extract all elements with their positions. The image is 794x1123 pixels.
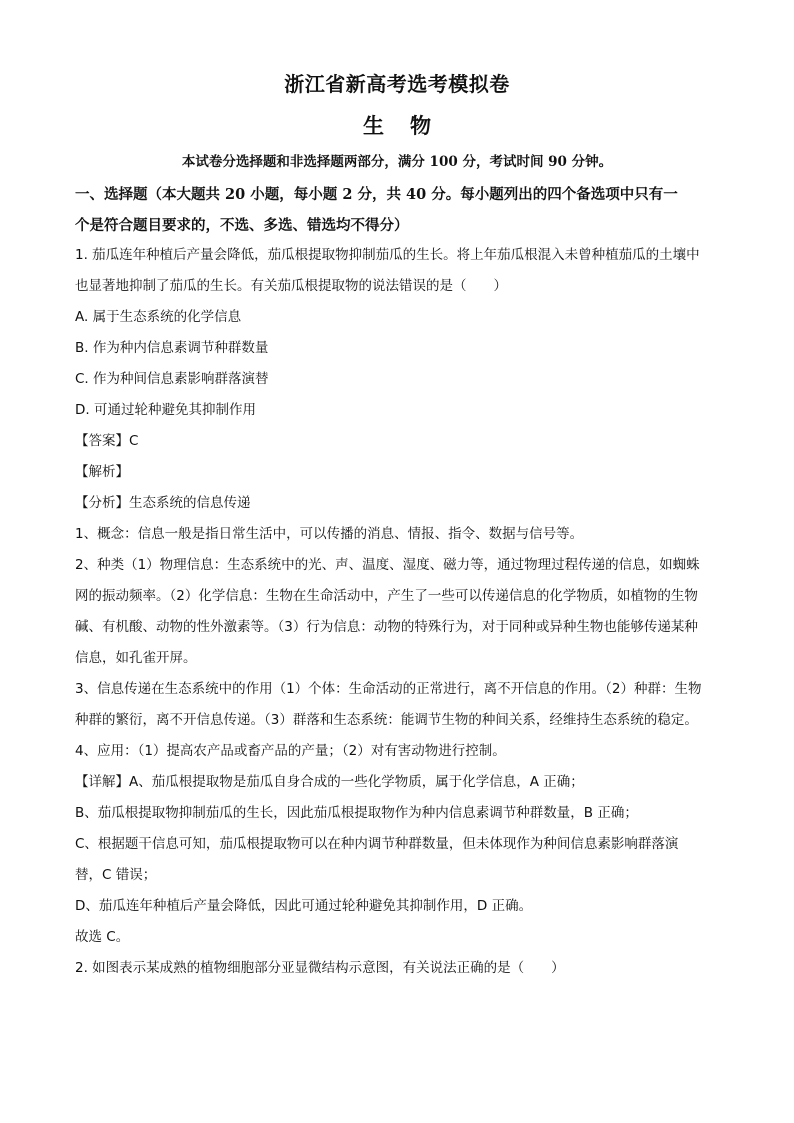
subject-title: 生物 (363, 113, 457, 138)
q1-conclusion: 故选 C。 (75, 929, 130, 945)
q2-stem: 2. 如图表示某成熟的植物细胞部分亚显微结构示意图，有关说法正确的是（ ） (75, 960, 565, 976)
q1-analysis-line: 信息，如孔雀开屏。 (75, 650, 197, 666)
q1-option-c: C. 作为种间信息素影响群落演替 (75, 371, 269, 387)
q1-stem-line-1: 1. 茄瓜连年种植后产量会降低，茄瓜根提取物抑制茄瓜的生长。将上年茄瓜根混入未曾种植茄瓜的土壤中 (75, 247, 700, 263)
section-heading-line-2: 个是符合题目要求的，不选、多选、错选均不得分） (75, 217, 409, 234)
q1-answer: 【答案】C (75, 433, 139, 449)
question-body (75, 240, 725, 984)
q1-detail-line: 替，C 错误； (75, 867, 157, 883)
section-heading (75, 179, 725, 241)
q1-analysis-heading: 【解析】 (75, 464, 129, 480)
q1-analysis-line: 1、概念：信息一般是指日常生活中，可以传播的消息、情报、指令、数据与信号等。 (75, 526, 584, 542)
q1-analysis-line: 种群的繁衍，离不开信息传递。（3）群落和生态系统：能调节生物的种间关系，经维持生态系统的稳定。 (75, 712, 698, 728)
q1-analysis-line: 网的振动频率。（2）化学信息：生物在生命活动中，产生了一些可以传递信息的化学物质，如植物的生物 (75, 588, 698, 604)
q1-analysis-line: 4、应用：（1）提高农产品或畜产品的产量；（2）对有害动物进行控制。 (75, 743, 506, 759)
q1-detail-line: D、茄瓜连年种植后产量会降低，因此可通过轮种避免其抑制作用，D 正确。 (75, 898, 533, 914)
section-heading-line-1: 一、选择题（本大题共 20 小题，每小题 2 分，共 40 分。每小题列出的四个备选项中只有一 (75, 186, 678, 203)
q1-detail-line: 【详解】A、茄瓜根提取物是茄瓜自身合成的一些化学物质，属于化学信息，A 正确； (75, 774, 584, 790)
q1-option-b: B. 作为种内信息素调节种群数量 (75, 340, 269, 356)
q1-detail-line: C、根据题干信息可知，茄瓜根提取物可以在种内调节种群数量，但未体现作为种间信息素影响群落演 (75, 836, 679, 852)
exam-title: 浙江省新高考选考模拟卷 (284, 72, 510, 96)
q1-analysis-line: 3、信息传递在生态系统中的作用（1）个体：生命活动的正常进行，离不开信息的作用。（2）种群：生物 (75, 681, 702, 697)
q1-analysis-line: 2、种类（1）物理信息：生态系统中的光、声、温度、湿度、磁力等，通过物理过程传递的信息，如蜘蛛 (75, 557, 700, 573)
q1-option-a: A. 属于生态系统的化学信息 (75, 309, 242, 325)
q1-detail-line: B、茄瓜根提取物抑制茄瓜的生长，因此茄瓜根提取物作为种内信息素调节种群数量，B 正确； (75, 805, 638, 821)
q1-option-d: D. 可通过轮种避免其抑制作用 (75, 402, 256, 418)
q1-analysis-line: 碱、有机酸、动物的性外激素等。（3）行为信息：动物的特殊行为，对于同种或异种生物也能够传递某种 (75, 619, 698, 635)
q1-analysis-title: 【分析】生态系统的信息传递 (75, 495, 251, 511)
q1-stem-line-2: 也显著地抑制了茄瓜的生长。有关茄瓜根提取物的说法错误的是（ ） (75, 278, 507, 294)
exam-instructions: 本试卷分选择题和非选择题两部分，满分 100 分，考试时间 90 分钟。 (181, 154, 613, 170)
